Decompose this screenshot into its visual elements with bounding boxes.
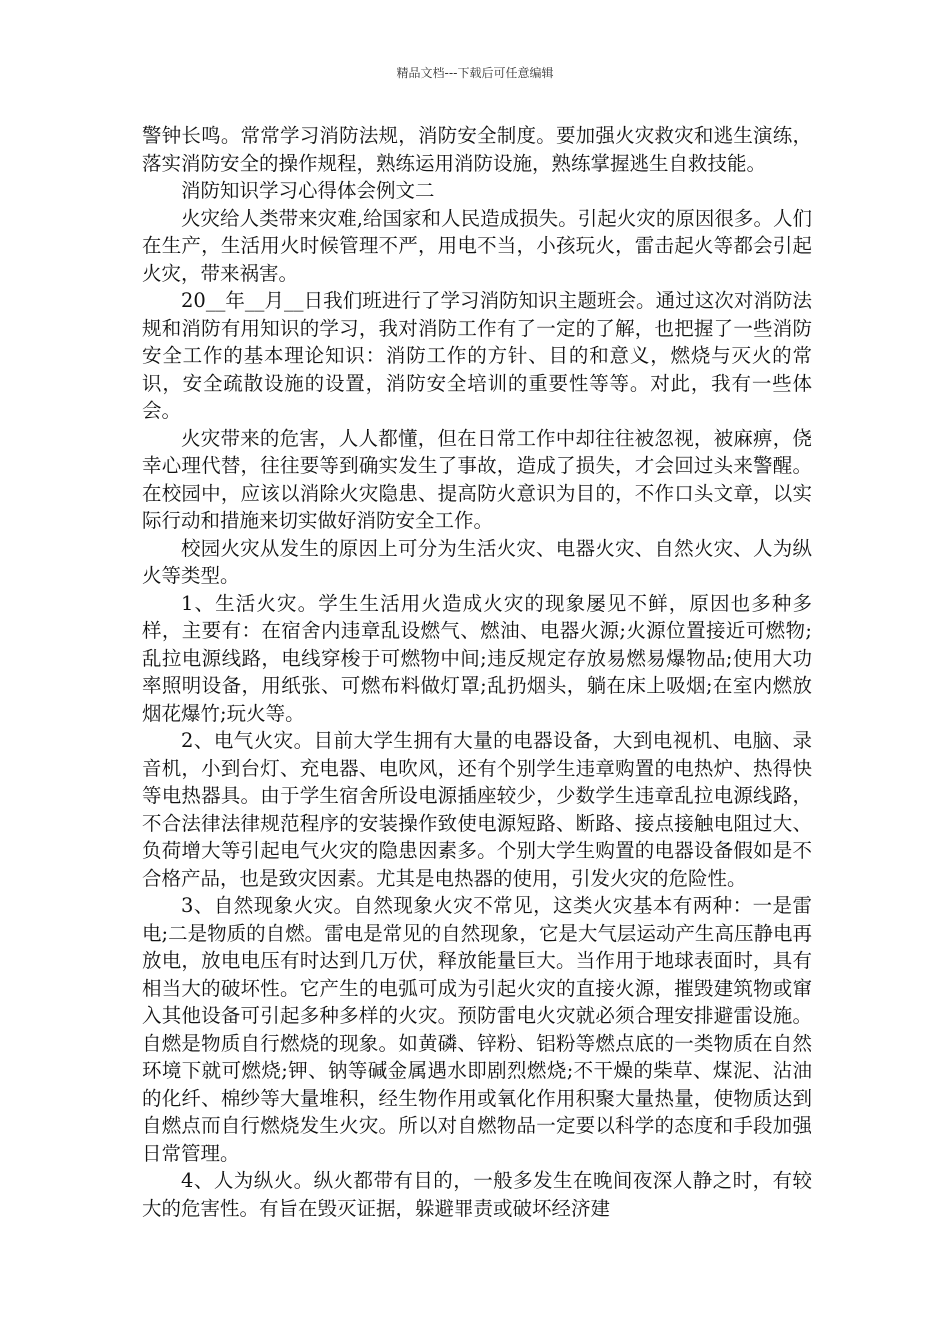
paragraph: 4、人为纵火。纵火都带有目的，一般多发生在晚间夜深人静之时，有较大的危害性。有旨在毁灭证据，躲避罪责或破坏经济建: [142, 1169, 812, 1220]
paragraph: 火灾带来的危害，人人都懂，但在日常工作中却往往被忽视，被麻痹，侥幸心理代替，往往要等到确实发生了事故，造成了损失，才会回过头来警醒。在校园中，应该以消除火灾隐患、提高防火意识为目的，不作口头文章，以实际行动和措施来切实做好消防安全工作。: [142, 426, 812, 532]
paragraph: 3、自然现象火灾。自然现象火灾不常见，这类火灾基本有两种：一是雷电;二是物质的自燃。雷电是常见的自然现象，它是大气层运动产生高压静电再放电，放电电压有时达到几万伏，释放能量巨大。当作用于地球表面时，具有相当大的破坏性。它产生的电弧可成为引起火灾的直接火源，摧毁建筑物或窜入其他设备可引起多种多样的火灾。预防雷电火灾就必须合理安排避雷设施。自燃是物质自行燃烧的现象。如黄磷、锌粉、铝粉等燃点底的一类物质在自然环境下就可燃烧;钾、钠等碱金属遇水即剧烈燃烧;不干燥的柴草、煤泥、沾油的化纤、棉纱等大量堆积，经生物作用或氧化作用积聚大量热量，使物质达到自燃点而自行燃烧发生火灾。所以对自燃物品一定要以科学的态度和手段加强日常管理。: [142, 894, 812, 1165]
paragraph: 1、生活火灾。学生生活用火造成火灾的现象屡见不鲜，原因也多种多样，主要有：在宿舍内违章乱设燃气、燃油、电器火源;火源位置接近可燃物;乱拉电源线路，电线穿梭于可燃物中间;违反规定存放易燃易爆物品;使用大功率照明设备，用纸张、可燃布料做灯罩;乱扔烟头，躺在床上吸烟;在室内燃放烟花爆竹;玩火等。: [142, 591, 812, 725]
section-heading: 消防知识学习心得体会例文二: [181, 179, 435, 202]
page-header: 精品文档---下载后可任意编辑: [396, 66, 554, 80]
paragraph: 校园火灾从发生的原因上可分为生活火灾、电器火灾、自然火灾、人为纵火等类型。: [142, 536, 812, 587]
paragraph: 20__年__月__日我们班进行了学习消防知识主题班会。通过这次对消防法规和消防有用知识的学习，我对消防工作有了一定的了解，也把握了一些消防安全工作的基本理论知识：消防工作的方针、目的和意义，燃烧与灭火的常识，安全疏散设施的设置，消防安全培训的重要性等等。对此，我有一些体会。: [142, 289, 812, 422]
paragraph-continuation: 警钟长鸣。常常学习消防法规，消防安全制度。要加强火灾救灾和逃生演练，落实消防安全的操作规程，熟练运用消防设施，熟练掌握逃生自救技能。: [142, 124, 812, 175]
paragraph: 火灾给人类带来灾难,给国家和人民造成损失。引起火灾的原因很多。人们在生产，生活用火时候管理不严，用电不当，小孩玩火，雷击起火等都会引起火灾，带来祸害。: [142, 206, 812, 285]
paragraph: 2、电气火灾。目前大学生拥有大量的电器设备，大到电视机、电脑、录音机，小到台灯、充电器、电吹风，还有个别学生违章购置的电热炉、热得快等电热器具。由于学生宿舍所设电源插座较少，少数学生违章乱拉电源线路，不合法律法律规范程序的安装操作致使电源短路、断路、接点接触电阻过大、负荷增大等引起电气火灾的隐患因素多。个别大学生购置的电器设备假如是不合格产品，也是致灾因素。尤其是电热器的使用，引发火灾的危险性。: [142, 729, 812, 890]
document-body: [142, 122, 812, 1222]
